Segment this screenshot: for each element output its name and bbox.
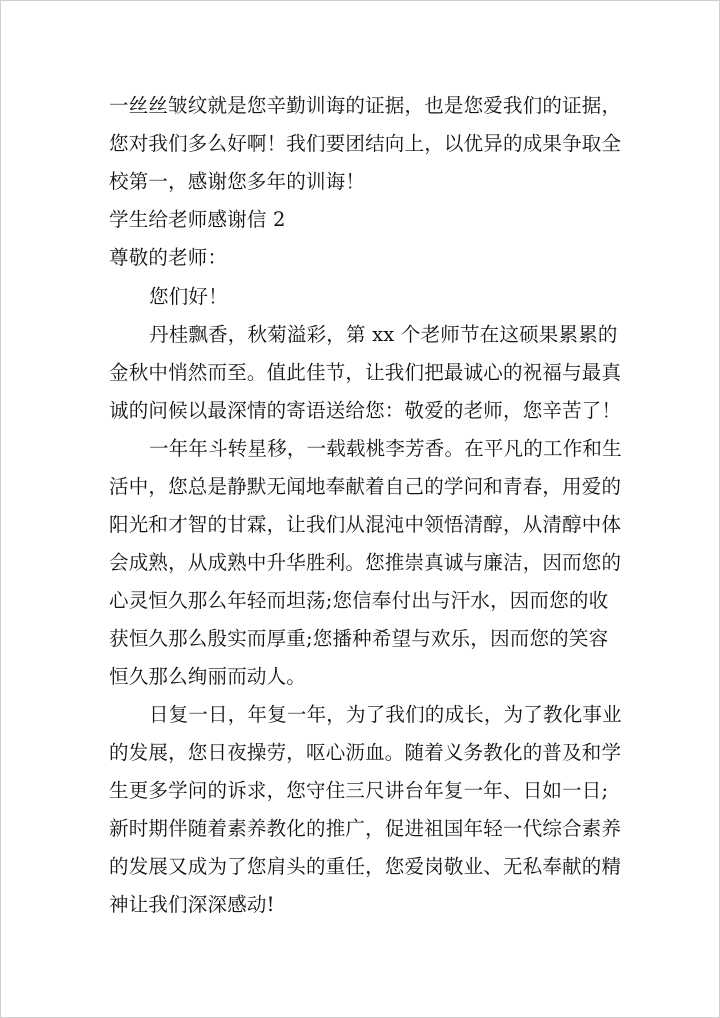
paragraph-1-line: 金秋中悄然而至。值此佳节，让我们把最诚心的祝福与最真 (109, 361, 622, 384)
paragraph-2-line: 一年年斗转星移，一载载桃李芳香。在平凡的工作和生 (149, 437, 622, 460)
paragraph-2-line: 阳光和才智的甘霖，让我们从混沌中领悟清醇，从清醇中体 (109, 513, 622, 536)
paragraph-3-line: 新时期伴随着素养教化的推广，促进祖国年轻一代综合素养 (109, 817, 622, 840)
text-line: 一丝丝皱纹就是您辛勤训诲的证据，也是您爱我们的证据， (109, 94, 622, 117)
paragraph-2-line: 活中，您总是静默无闻地奉献着自己的学问和青春，用爱的 (109, 475, 622, 498)
paragraph-3-line: 的发展，您日夜操劳，呕心沥血。随着义务教化的普及和学 (109, 741, 622, 764)
salutation: 尊敬的老师： (109, 246, 228, 269)
paragraph-2-line: 恒久那么绚丽而动人。 (109, 665, 307, 688)
paragraph-3-line: 神让我们深深感动! (109, 893, 275, 916)
paragraph-2-line: 会成熟，从成熟中升华胜利。您推崇真诚与廉洁，因而您的 (109, 551, 622, 574)
section-title: 学生给老师感谢信 2 (109, 208, 286, 231)
paragraph-3-line: 日复一日，年复一年，为了我们的成长，为了教化事业 (149, 703, 622, 726)
paragraph-2-line: 心灵恒久那么年轻而坦荡;您信奉付出与汗水，因而您的收 (109, 589, 609, 612)
paragraph-2-line: 获恒久那么殷实而厚重;您播种希望与欢乐，因而您的笑容 (109, 627, 609, 650)
greeting: 您们好！ (149, 285, 228, 308)
text-line: 校第一，感谢您多年的训诲！ (109, 170, 366, 193)
paragraph-1-line: 丹桂飘香，秋菊溢彩，第 xx 个老师节在这硕果累累的 (149, 323, 618, 346)
paragraph-3-line: 生更多学问的诉求，您守住三尺讲台年复一年、日如一日; (109, 779, 609, 802)
paragraph-3-line: 的发展又成为了您肩头的重任，您爱岗敬业、无私奉献的精 (109, 855, 622, 878)
text-line: 您对我们多么好啊！我们要团结向上，以优异的成果争取全 (109, 132, 622, 155)
paragraph-1-line: 诚的问候以最深情的寄语送给您：敬爱的老师，您辛苦了！ (109, 399, 622, 422)
